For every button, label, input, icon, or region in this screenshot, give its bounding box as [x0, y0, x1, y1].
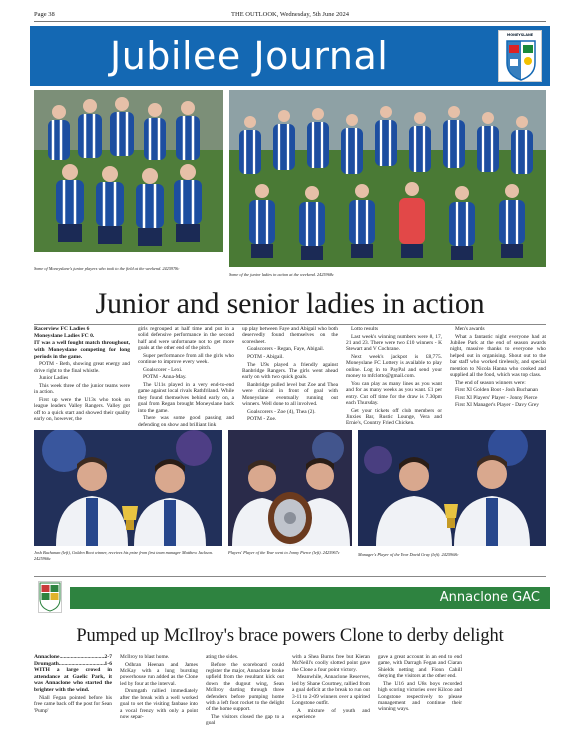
- text-paragraph: girls regrouped at half time and put in a solid defensive performance in the second half and were unfortunate not to get more goals at the other end of the pitch.: [138, 326, 234, 352]
- text-paragraph: Goalscorers - Regan, Faye, Abigail.: [247, 346, 325, 353]
- text-paragraph: POTM - Zoe.: [247, 416, 277, 423]
- bottom-mid-caption: Players' Player of the Year went to Jonny Pierce (left). 2425967c: [228, 550, 340, 555]
- article2-lead: WITH a large crowd in attendance at Gaelic Park, it was Annaclone who started the brighter with the wind.: [34, 667, 112, 693]
- text-paragraph: Goalscorer - Lexi.: [143, 366, 183, 373]
- text-paragraph: The end of season winners were:: [455, 379, 526, 386]
- text-paragraph: Next week's jackpot is £8,775. Moneyslane FC Lottery is available to play online. Log in to PayPal and send your money to mfclotto@gmail.com.: [346, 354, 442, 380]
- text-paragraph: up play between Faye and Abigail who both deservedly found themselves on the scoresheet.: [242, 326, 338, 345]
- crest-shield-icon: [505, 39, 537, 81]
- headline-rule: [34, 324, 546, 325]
- text-paragraph: First up were the U13s who took on league leaders Valley Rangers. Valley got off to a quick start and showed their quality early on, however, the: [34, 396, 130, 423]
- text-paragraph: POTM - Abigail.: [247, 354, 284, 360]
- article1-col2: [138, 326, 234, 429]
- text-paragraph: POTM - Beth, showing great energy and drive right to the final whistle.: [34, 361, 130, 374]
- text-paragraph: Odhran Heenan and James McKay with a lung bursting powerhouse run added as the Clone led by four at the interval.: [120, 661, 198, 687]
- article1-col4: [346, 326, 442, 428]
- text-paragraph: First XI Players' Player - Jonny Pierce: [455, 394, 538, 401]
- annaclone-crest-logo: [38, 581, 62, 613]
- players-player-photo: [228, 430, 352, 546]
- text-paragraph: What a fantastic night everyone had at Jubilee Park at the end of season awards night, massive thanks to everyone who helped out in organising. Shout out to the bar staff who worked tirelessly, and special mention to Nicola Hanna who cooked and supplied all the food, which was top class.: [450, 333, 546, 379]
- score-value: 2-7: [104, 654, 112, 660]
- text-paragraph: The U16 and U8s boys recorded high scoring victories over Kilcoo and Longstone respectively to please management and continue their winning ways.: [378, 680, 462, 713]
- banner-title: Jubilee Journal: [110, 34, 389, 78]
- text-paragraph: McIlroy to blast home.: [120, 654, 170, 660]
- article-headline-junior-senior: Junior and senior ladies in action: [95, 287, 485, 320]
- right-photo-caption: Some of the junior ladies in action at the weekend. 2425968c: [229, 272, 334, 277]
- score-value: 1-6: [104, 660, 112, 667]
- left-photo-caption: Some of Moneyslane's junior players who took to the field at the weekend. 2425978c: [34, 266, 180, 271]
- text-paragraph: First XI Golden Boot - Josh Buchanan: [455, 387, 538, 394]
- score-team: Annaclone: [34, 654, 60, 660]
- article2-col1: [34, 654, 112, 715]
- text-paragraph: Banbridge pulled level but Zoe and Thea were clinical in front of goal with Moneyslane eventually running out winners. Well done to all involved.: [242, 382, 338, 408]
- annaclone-section-band: [30, 581, 550, 617]
- subhead-lotto: Lotto results: [351, 326, 379, 332]
- article1-col3: [242, 326, 338, 424]
- managers-player-photo: [358, 430, 546, 546]
- bottom-right-caption: Manager's Player of the Year David Gray (left). 2425968c: [358, 552, 459, 557]
- text-paragraph: POTM - Anna-May.: [143, 374, 187, 381]
- annaclone-green-bar: [70, 587, 550, 609]
- article2-col2: [120, 654, 198, 722]
- text-paragraph: with a Shea Burns free but Kieran McNeill's coolly slotted point gave the Clone a four point victory.: [292, 654, 370, 673]
- golden-boot-photo: [34, 430, 222, 546]
- jubilee-journal-banner: [30, 26, 550, 86]
- subhead-mens-awards: Men's awards: [455, 326, 485, 332]
- score-line-drumgath: [34, 661, 112, 668]
- text-paragraph: Super performance from all the girls who continue to improve every week.: [138, 352, 234, 366]
- publication-line: THE OUTLOOK, Wednesday, 5th June 2024: [231, 11, 349, 18]
- article2-columns: [34, 654, 546, 734]
- text-paragraph: Niall Fegan pointed before his free came back off the post for Sean 'Pump': [34, 694, 112, 714]
- score-team: Drumgath: [34, 660, 59, 667]
- article1-col5: [450, 326, 546, 410]
- text-paragraph: You can play as many lines as you want and for as many weeks as you want. £1 per entry. Cut off time for the draw is 7.30pm each Thursday.: [346, 380, 442, 407]
- crest-text: MONEYSLANE: [506, 33, 534, 37]
- moneyslane-crest-logo: [498, 30, 542, 82]
- junior-ladies-photo: [229, 90, 546, 267]
- text-paragraph: First XI Manager's Player - Davy Grey: [455, 402, 539, 409]
- text-paragraph: The visitors closed the gap to a goal: [206, 714, 284, 727]
- article1-col1: [34, 326, 130, 424]
- text-paragraph: This week three of the junior teams were in action.: [34, 382, 130, 396]
- text-paragraph: The U11s played in a very end-to-end game against local rivals Rathfriland. While they found themselves behind early on, a goal from Regan brought Moneyslane back into the game.: [138, 382, 234, 414]
- page-number: Page 38: [34, 11, 55, 18]
- subhead-junior-ladies: Junior Ladies: [39, 375, 69, 382]
- bottom-left-caption: Josh Buchanan (left), Golden Boot winner, receives his prize from first team manager Matthew Jackson. 2425966c: [34, 550, 214, 561]
- text-paragraph: Drumgath rallied immediately after the break with a well worked goal to set the visiting fanbase into a vocal frenzy with only a point now separ-: [120, 688, 198, 721]
- text-paragraph: Goalscorers - Zoe (4), Thea (2).: [247, 408, 316, 415]
- text-paragraph: A mixture of youth and experience: [292, 707, 370, 721]
- text-paragraph: Before the scoreboard could register the major, Annaclone broke upfield from the resultant kick out down the dugout wing, Sean McIlroy darting through three defenders before pumping home with a left foot rocket to the delight of the home support.: [206, 661, 284, 713]
- match-result: Racerview FC Ladies 6 Moneyslane Ladies FC 0.: [34, 326, 95, 339]
- score-line-annaclone: [34, 654, 112, 661]
- match-summary: IT was a well fought match throughout, with Moneyslane competing for long periods in the game.: [34, 340, 130, 360]
- article2-col5: [378, 654, 462, 714]
- text-paragraph: gave a great account in an end to end game, with Darragh Fegan and Ciaran Shields netting and Fionn Cahill denying the visitors at the other end.: [378, 654, 462, 680]
- text-paragraph: Meanwhile, Annaclone Reserves, led by Shane Courtney, rallied from a goal deficit at the break to run out 3-11 to 2-09 winners over a spirited Longstone outfit.: [292, 674, 370, 707]
- article-headline-pumped-up: Pumped up McIlroy's brace powers Clone to derby delight: [76, 626, 504, 646]
- text-paragraph: ating the sides.: [206, 654, 239, 660]
- junior-players-photo: [34, 90, 223, 252]
- text-paragraph: The U9s played a friendly against Banbridge Rangers. The girls went ahead early on with two quick goals.: [242, 361, 338, 381]
- leader-dots: [59, 661, 105, 668]
- leader-dots: [60, 654, 105, 661]
- text-paragraph: Get your tickets off club members or Jinxies Bar, Rustic Lounge, Vera and Ernie's, Country Fried Chicken.: [346, 407, 442, 427]
- annaclone-section-title: Annaclone GAC: [439, 590, 540, 605]
- text-paragraph: There was some good passing and defending on show and brilliant link: [138, 415, 234, 428]
- article2-col3: [206, 654, 284, 728]
- section-rule: [34, 576, 546, 577]
- article2-col4: [292, 654, 370, 722]
- annaclone-shield-icon: [39, 582, 61, 612]
- article1-columns: [34, 326, 546, 426]
- text-paragraph: Last week's winning numbers were 8, 17, 21 and 23. There were two £10 winners - K Stewart and V Cochrane.: [346, 333, 442, 353]
- page-header: [34, 8, 546, 22]
